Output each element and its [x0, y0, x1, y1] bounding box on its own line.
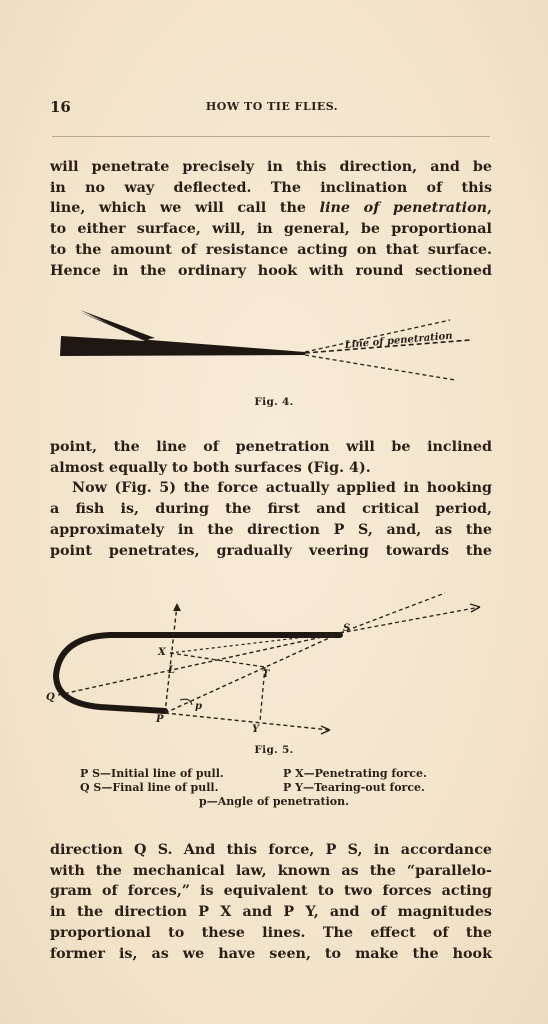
text-line: in the direction P X and P Y, and of magnitudes	[50, 904, 492, 921]
text-line: will penetrate precisely in this direction, and be	[50, 159, 492, 175]
legend-py: P Y—Tearing-out force.	[283, 780, 425, 794]
label-y: Y	[252, 724, 260, 735]
ps-extension	[340, 593, 445, 633]
label-t: T	[262, 669, 270, 680]
text-line: direction Q S. And this force, P S, in accordance	[50, 842, 492, 858]
label-q: Q	[46, 692, 55, 703]
text-line: proportional to these lines. The effect of the	[50, 924, 492, 941]
text-line: to either surface, will, in general, be proportional	[50, 221, 492, 238]
lower-surface-line	[305, 355, 455, 380]
text-line: point, the line of penetration will be inclined	[50, 439, 492, 455]
text-line: gram of forces,” is equivalent to two forces acting	[50, 883, 492, 900]
figure-5-force-diagram	[40, 585, 500, 740]
header-rule	[52, 136, 490, 137]
line-px	[165, 605, 177, 713]
label-x: X	[158, 647, 166, 658]
figure-4-caption: Fig. 4.	[254, 396, 294, 408]
text-line: approximately in the direction P S, and, as the	[50, 521, 492, 538]
qs-extension	[340, 607, 480, 633]
label-l: L	[168, 665, 176, 676]
px-arrowhead	[173, 603, 181, 611]
legend-qs: Q S—Final line of pull.	[80, 780, 219, 794]
paragraph-1	[50, 157, 492, 281]
legend-px: P X—Penetrating force.	[283, 767, 427, 780]
figure-5-caption: Fig. 5.	[254, 744, 294, 756]
legend-angle: p—Angle of penetration.	[199, 795, 349, 808]
hook-point-shape	[60, 312, 305, 356]
line-qs	[58, 633, 340, 695]
hook-point-barb	[80, 310, 155, 340]
legend-ps: P S—Initial line of pull.	[80, 767, 224, 780]
line-py	[165, 713, 330, 730]
line-ps	[165, 633, 340, 713]
page-number: 16	[50, 98, 71, 116]
label-angle: p	[195, 701, 202, 712]
text-line: in no way deflected. The inclination of this	[50, 179, 492, 196]
hook-shank-and-bend	[56, 635, 340, 711]
figure-4-hook-point	[55, 300, 475, 390]
legend-left	[80, 767, 224, 794]
text-line: to the amount of resistance acting on that surface.	[50, 241, 492, 258]
paragraph-3	[50, 840, 492, 964]
label-s: S	[343, 623, 351, 634]
page-header	[50, 98, 494, 120]
running-head: HOW TO TIE FLIES.	[205, 100, 339, 113]
line-of-penetration-label: Line of penetration	[344, 330, 453, 351]
text-line: Now (Fig. 5) the force actually applied in hooking	[72, 480, 492, 497]
text-line: Hence in the ordinary hook with round sectioned	[50, 262, 492, 279]
text-line: with the mechanical law, known as the “parallelo-	[50, 862, 492, 879]
legend-right	[283, 767, 427, 794]
label-p: P	[156, 714, 164, 725]
paragraph-2	[50, 437, 492, 561]
text-line: point penetrates, gradually veering towards the	[50, 542, 492, 559]
italic-term: line of penetration	[319, 200, 488, 217]
text-line: a fish is, during the first and critical period,	[50, 501, 492, 518]
text-line: former is, as we have seen, to make the hook	[50, 945, 492, 962]
text-line: line, which we will call the line of penetration,	[50, 200, 492, 217]
text-line: almost equally to both surfaces (Fig. 4).	[50, 459, 371, 476]
